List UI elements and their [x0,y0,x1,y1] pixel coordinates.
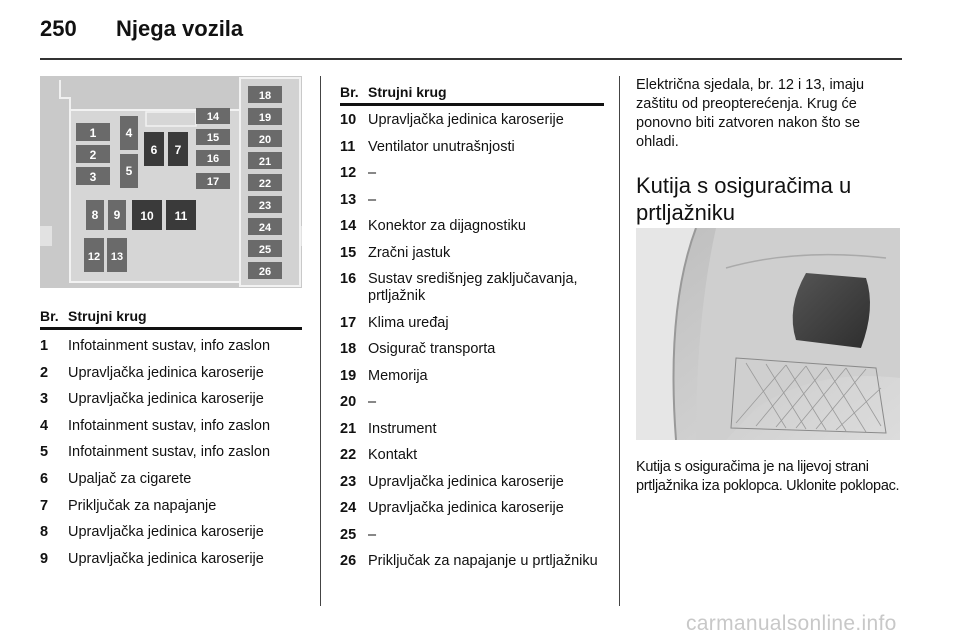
table-row [40,471,302,488]
fuse-number: 6 [40,470,49,487]
fuse-table-right [340,76,604,570]
fuse-10-label: 10 [140,209,154,223]
table-row [340,368,604,385]
fuse-18 [248,86,282,103]
table-header-rule [40,327,302,330]
table-body [340,112,604,570]
fuse-8-label: 8 [91,208,99,222]
table-body [40,338,302,568]
fuse-2-label: 2 [89,148,97,162]
table-row [40,391,302,408]
fuse-15 [196,129,230,145]
table-row [40,338,302,355]
fuse-23-label: 23 [258,200,272,212]
page-title: Njega vozila [116,16,244,41]
fuse-10 [132,200,162,230]
table-row [340,553,604,570]
fuse-25-label: 25 [258,244,272,256]
fuse-number: 19 [340,367,357,384]
section-title: Kutija s osiguračima u prtljažniku [636,173,852,225]
page-number: 250 [40,16,77,41]
circuit-description: Upravljačka jedinica karoserije [68,364,264,381]
circuit-description: Ventilator unutrašnjosti [368,138,515,155]
circuit-description: Upravljačka jedinica karoserije [368,473,564,490]
table-header-rule [340,103,604,106]
fuse-number: 18 [340,341,357,357]
fuse-14-label: 14 [206,111,220,123]
circuit-description: Upravljačka jedinica karoserije [68,391,264,408]
table-row [40,524,302,541]
circuit-description: Instrument [368,420,437,437]
circuit-description: Upravljačka jedinica karoserije [68,524,264,541]
circuit-description: Memorija [368,367,428,384]
fuse-13 [107,238,127,272]
table-row [340,165,604,182]
fuse-17 [196,173,230,189]
table-row [340,341,604,358]
circuit-description: Infotainment sustav, info zaslon [68,338,271,354]
column-header-circuit: Strujni krug [68,308,147,324]
fuse-9-label: 9 [113,208,121,222]
table-row [40,365,302,382]
fuse-15-label: 15 [206,132,220,144]
fuse-2 [76,145,110,163]
fuse-number: 22 [340,447,357,463]
fuse-number: 13 [340,191,357,208]
header-divider [40,58,902,60]
table-row [40,444,302,461]
fuse-26 [248,262,282,279]
circuit-description: Upravljačka jedinica karoserije [68,550,264,567]
fuse-26-label: 26 [258,266,272,278]
fuse-number: 9 [40,550,49,567]
fuse-3 [76,167,110,185]
circuit-description: Infotainment sustav, info zaslon [68,444,271,461]
trunk-caption: Kutija s osiguračima je na lijevoj strani prtljažnika iza poklopca. Uklonite poklopac. [636,459,900,494]
fuse-number: 10 [340,112,357,128]
table-row [340,474,604,491]
table-row [340,394,604,411]
fuse-24 [248,218,282,235]
fuse-table-left [40,300,302,568]
fuse-number: 24 [340,500,357,516]
fuse-20-label: 20 [258,134,272,146]
fuse-22-label: 22 [258,178,272,190]
fuse-19 [248,108,282,125]
fuse-number: 11 [340,138,356,155]
circuit-description: Infotainment sustav, info zaslon [68,417,271,434]
fuse-1-label: 1 [89,126,97,140]
circuit-description: Upaljač za cigarete [68,470,192,487]
fuse-12 [84,238,104,272]
table-row [340,271,604,305]
fuse-14 [196,108,230,124]
fuse-box-diagram [40,76,302,288]
fuse-number: 16 [340,271,357,287]
column-divider [619,76,620,606]
circuit-description: Konektor za dijagnostiku [368,218,526,234]
circuit-description: Klima uređaj [368,314,449,331]
fuse-6-label: 6 [150,143,158,157]
fuse-number: 25 [340,526,357,543]
table-row [340,527,604,544]
table-row [40,418,302,435]
fuse-number: 7 [40,497,49,514]
fuse-7-label: 7 [174,143,182,157]
circuit-description: Osigurač transporta [368,341,496,357]
table-row [340,245,604,262]
table-row [340,315,604,332]
fuse-number: 8 [40,524,49,541]
fuse-18-label: 18 [258,90,272,102]
fuse-3-label: 3 [89,170,97,184]
fuse-12-label: 12 [87,251,101,263]
fuse-25 [248,240,282,257]
fuse-number: 15 [340,244,357,261]
circuit-description: Upravljačka jedinica karoserije [368,500,564,516]
fuse-6 [144,132,164,166]
fuse-4-label: 4 [125,126,133,140]
fuse-number: 23 [340,473,357,490]
fuse-11 [166,200,196,230]
fuse-20 [248,130,282,147]
fuse-4 [120,116,138,150]
fuse-7 [168,132,188,166]
column-header-circuit: Strujni krug [368,84,447,100]
table-header [40,300,302,327]
circuit-description: Upravljačka jedinica karoserije [368,112,564,128]
circuit-description: – [368,165,377,181]
fuse-11-label: 11 [174,209,188,223]
fuse-number: 2 [40,364,49,381]
fuse-17-label: 17 [206,176,220,188]
fuse-22 [248,174,282,191]
fuse-24-label: 24 [258,222,272,234]
circuit-description: Kontakt [368,447,418,463]
fuse-number: 12 [340,165,357,181]
fuse-number: 17 [340,314,357,331]
table-row [340,192,604,209]
column-header-number: Br. [340,84,359,100]
fuse-23 [248,196,282,213]
table-row [40,498,302,515]
table-row [340,112,604,129]
circuit-description: – [368,394,377,410]
table-row [340,447,604,464]
fuse-19-label: 19 [258,112,272,124]
table-header [340,76,604,103]
circuit-description: – [368,191,377,208]
fuse-number: 1 [40,338,49,354]
fuse-5-label: 5 [125,164,133,178]
fuse-number: 21 [340,420,357,437]
circuit-description: Zračni jastuk [368,244,451,261]
fuse-number: 3 [40,391,49,408]
trunk-fuse-box-illustration [636,228,900,440]
fuse-21 [248,152,282,169]
table-row [340,500,604,517]
fuse-number: 26 [340,553,357,569]
fuse-number: 20 [340,394,357,410]
fuse-16 [196,150,230,166]
column-divider [320,76,321,606]
fuse-16-label: 16 [206,153,220,165]
watermark: carmanualsonline.info [686,612,897,635]
fuse-1 [76,123,110,141]
fuse-number: 4 [40,417,49,434]
overload-paragraph: Električna sjedala, br. 12 i 13, imaju zaštitu od preopterećenja. Krug će ponovno biti zatvoren nakon što se ohladi. [636,77,865,150]
circuit-description: Sustav središnjeg zaključavanja, prtljažnik [368,271,578,304]
fuse-5 [120,154,138,188]
fuse-8 [86,200,104,230]
fuse-box-cover [793,273,870,348]
fuse-13-label: 13 [110,251,124,263]
circuit-description: Priključak za napajanje [68,497,217,514]
circuit-description: – [368,526,377,543]
circuit-description: Priključak za napajanje u prtljažniku [368,553,598,569]
table-row [340,139,604,156]
fuse-number: 14 [340,218,357,234]
fuse-9 [108,200,126,230]
fuse-number: 5 [40,444,49,461]
table-row [40,551,302,568]
table-row [340,218,604,235]
table-row [340,421,604,438]
fuse-21-label: 21 [258,156,272,168]
column-header-number: Br. [40,308,59,324]
